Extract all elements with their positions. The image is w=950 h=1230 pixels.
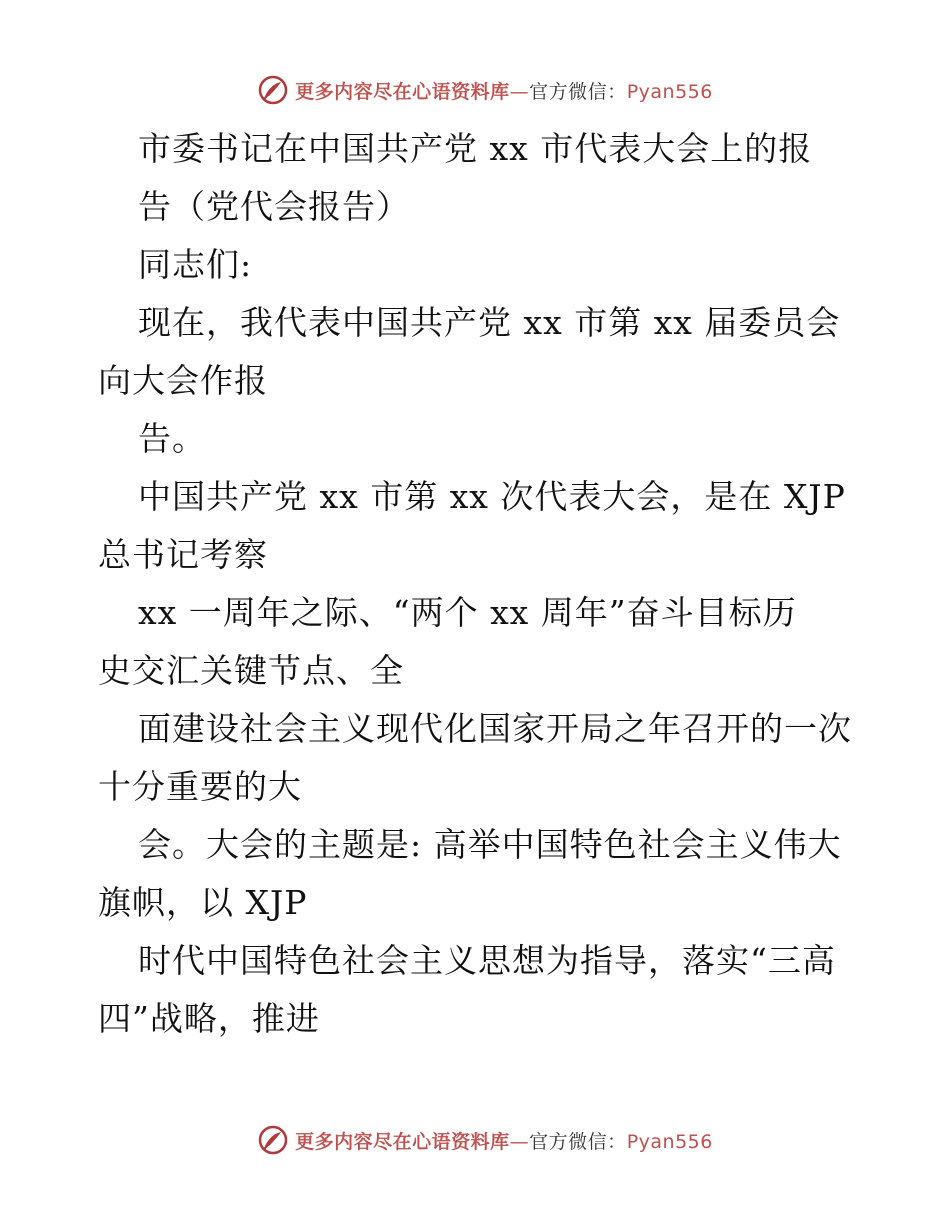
text-line: 面建设社会主义现代化国家开局之年召开的一次 [138,709,852,748]
text-line: 十分重要的大 [98,767,302,806]
banner-content [257,1124,713,1156]
text-line: 向大会作报 [98,361,268,400]
text-line: 时代中国特色社会主义思想为指导，落实“三高 [138,941,836,980]
banner-title: 更多内容尽在心语资料库 [295,1130,510,1153]
text-line: xx 一周年之际、“两个 xx 周年”奋斗目标历 [138,593,797,632]
banner-title: 更多内容尽在心语资料库 [295,80,510,103]
text-line: 会。大会的主题是: 高举中国特色社会主义伟大 [138,825,842,864]
banner-wechat-label: 官方微信： [529,1130,627,1153]
text-line: 告（党代会报告） [138,187,410,226]
footer-banner [0,1120,950,1160]
text-line: 中国共产党 xx 市第 xx 次代表大会，是在 XJP [138,477,846,516]
text-line: 四”战略，推进 [98,999,320,1038]
banner-separator: — [509,80,530,103]
text-line: 同志们: [138,245,253,284]
banner-wechat-account: Pyan556 [626,1130,713,1153]
banner-content [257,74,713,106]
pen-logo-icon [257,74,289,106]
text-line: 市委书记在中国共产党 xx 市代表大会上的报 [138,129,813,168]
header-banner [0,70,950,110]
text-line: 史交汇关键节点、全 [98,651,404,690]
document-body [98,120,858,1048]
text-line: 现在，我代表中国共产党 xx 市第 xx 届委员会 [138,303,841,342]
banner-wechat-account: Pyan556 [626,80,713,103]
banner-wechat-label: 官方微信： [529,80,627,103]
text-line: 旗帜，以 XJP [98,883,308,922]
text-line: 总书记考察 [98,535,268,574]
banner-separator: — [509,1130,530,1153]
text-line: 告。 [138,419,206,458]
pen-logo-icon [257,1124,289,1156]
